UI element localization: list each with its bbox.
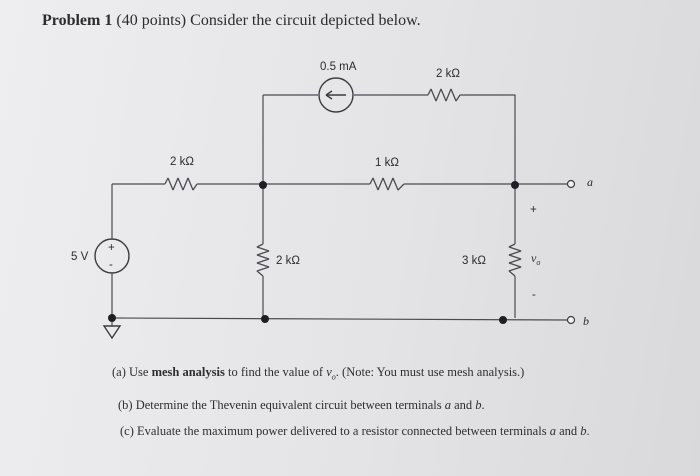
question-c-label: (c) xyxy=(120,424,134,438)
question-c-and: and xyxy=(559,424,578,438)
question-a-bold: mesh analysis xyxy=(151,365,225,379)
question-b-and: and xyxy=(454,398,473,412)
label-r-vertical: 2 kΩ xyxy=(276,255,300,267)
node-left-top xyxy=(259,181,267,189)
terminal-a-label: a xyxy=(587,175,593,189)
resistor-output xyxy=(509,244,521,276)
terminal-b-label: b xyxy=(583,314,589,328)
question-b-pre: Determine the Thevenin equivalent circuit between terminals xyxy=(135,398,442,412)
problem-number: Problem 1 xyxy=(42,12,113,29)
resistor-vertical xyxy=(257,244,269,276)
label-r-top: 2 kΩ xyxy=(436,68,460,80)
problem-points: (40 points) xyxy=(116,12,187,29)
terminal-b-icon xyxy=(568,317,575,324)
problem-statement: Consider the circuit depicted below. xyxy=(190,12,421,29)
question-a-var-sub: o xyxy=(331,372,336,382)
terminal-a-icon xyxy=(568,181,575,188)
question-b-b: b xyxy=(475,398,482,412)
node-right-top xyxy=(511,181,519,189)
label-r-left: 2 kΩ xyxy=(170,156,194,168)
question-b-a: a xyxy=(444,398,451,412)
question-b xyxy=(118,398,485,413)
label-r-output: 3 kΩ xyxy=(462,255,486,267)
question-b-label: (b) xyxy=(118,398,133,412)
vo-minus: - xyxy=(532,289,536,301)
question-b-end: . xyxy=(481,398,485,412)
question-a-mid: to find the value of xyxy=(227,365,324,379)
wire-rtop-right xyxy=(462,95,515,185)
question-a-label: (a) xyxy=(112,365,126,379)
resistor-left xyxy=(165,178,197,190)
question-c-text: Evaluate the maximum power delivered to a resistor connected between terminals xyxy=(137,424,547,438)
question-c xyxy=(120,424,600,439)
current-source xyxy=(319,78,353,112)
vo-sub: o xyxy=(536,258,541,267)
question-a xyxy=(112,365,524,382)
question-a-pre: Use xyxy=(129,365,149,379)
resistor-top xyxy=(428,89,462,101)
question-a-post: . (Note: You must use mesh analysis.) xyxy=(335,365,525,379)
question-c-end: . xyxy=(586,424,590,438)
vo-label xyxy=(531,251,540,267)
vo-var: v xyxy=(531,251,537,265)
vs-plus: + xyxy=(108,242,115,254)
ground-icon xyxy=(104,326,120,338)
label-voltage-source: 5 V xyxy=(71,251,89,263)
resistor-middle xyxy=(370,178,404,190)
node-right-bottom xyxy=(499,316,507,324)
circuit-wires xyxy=(112,95,568,326)
node-left-bottom xyxy=(108,314,116,322)
question-c-b: b xyxy=(580,424,587,438)
label-r-middle: 1 kΩ xyxy=(375,157,399,169)
node-mid-bottom xyxy=(261,315,269,323)
vs-minus: - xyxy=(109,259,113,271)
label-current-source: 0.5 mA xyxy=(320,61,357,73)
voltage-source xyxy=(95,239,129,273)
vo-plus: + xyxy=(530,204,537,216)
question-a-var: v xyxy=(326,365,332,379)
question-c-a: a xyxy=(549,424,556,438)
